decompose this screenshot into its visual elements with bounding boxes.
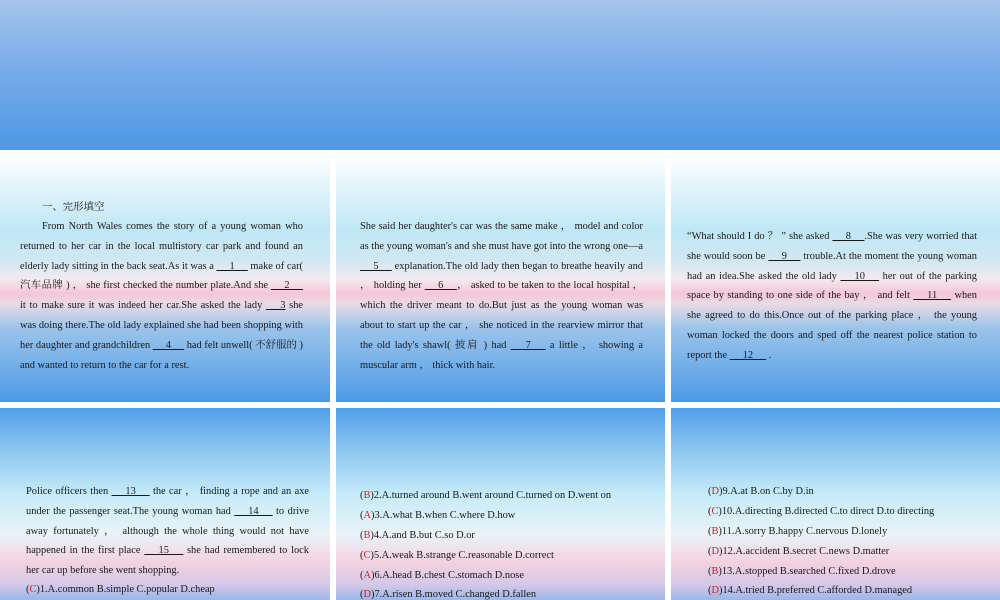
answer-mark: C xyxy=(29,584,37,595)
question-12: (D)12.A.accident B.secret C.news D.matter xyxy=(708,546,890,557)
passage-text: She said her daughter's car was the same make ， model and color as the young woman's and she must have got into the wrong one—a xyxy=(360,221,643,252)
blank-3: __ 3 xyxy=(266,300,286,312)
blank-9: __ 9 __ xyxy=(768,250,801,262)
answer-mark: B xyxy=(711,566,719,577)
blank-7: __ 7 __ xyxy=(510,339,546,351)
answer-mark: D xyxy=(711,546,719,557)
blank-8: __ 8 __ xyxy=(832,231,865,242)
question-10: (C)10.A.directing B.directed C.to direct D.to directing xyxy=(708,506,935,517)
passage-text: a little ， showing a muscular arm ， thick with hair. xyxy=(360,339,644,371)
answer-mark: B xyxy=(363,490,371,501)
slide-panel-4 xyxy=(0,408,330,600)
answer-mark: D xyxy=(711,486,719,497)
passage-text: From North Wales comes the story of a young woman who returned to her car in the local multistory car park and found an elderly lady sitting in the back seat.As it was a xyxy=(20,221,303,272)
passage-text: had felt unwell( 不舒服的 ) and wanted to return to the car for a rest. xyxy=(20,339,304,371)
question-14: (D)14.A.tried B.preferred C.afforded D.managed xyxy=(708,585,913,596)
question-3: (A)3.A.what B.when C.where D.how xyxy=(360,510,516,521)
passage-text: Police officers then xyxy=(26,486,112,497)
blank-12: __ 12 __ xyxy=(729,349,767,361)
answer-mark: C xyxy=(363,550,371,561)
passage-text: “What should I do ？ ” she asked xyxy=(687,231,833,242)
answer-mark: D xyxy=(711,585,719,596)
passage-text: when she agreed to do this.Once out of the parking place ， the young woman locked the doors and sped off the nearest police station to report the xyxy=(687,290,977,361)
question-2: (B)2.A.turned around B.went around C.turned on D.went on xyxy=(360,490,612,501)
passage-text: ， asked to be taken to the local hospital ， which the driver meant to do.But just as the young woman was about to start up the car ， she noticed in the rearview mirror that the old lady's shawl( 披肩 ) had xyxy=(360,280,644,351)
blank-1: __ 1 __ xyxy=(216,260,248,272)
slide-panel-5 xyxy=(336,408,665,600)
answer-mark: B xyxy=(363,530,371,541)
answer-mark: B xyxy=(711,526,719,537)
section-heading: 一、完形填空 xyxy=(42,202,105,213)
passage-text: explanation.The old lady then began to breathe heavily and ， holding her xyxy=(360,260,644,292)
blank-6: __ 6 __ xyxy=(424,280,457,292)
passage-paragraph-2 xyxy=(360,217,643,375)
blank-4: __ 4 __ xyxy=(152,339,185,351)
passage-text: . xyxy=(766,349,772,361)
passage-text: she was doing there.The old lady explained she had been shopping with her daughter and grandchildren xyxy=(20,300,304,351)
slide-panel-2 xyxy=(336,156,665,402)
blank-10: __ 10 __ xyxy=(840,270,880,282)
passage-text: her out of the parking space by standing to one side of the bay ， and felt xyxy=(687,270,977,302)
passage-text: .She was very worried that she would soon be xyxy=(687,231,978,262)
passage-text: the car ， finding a rope and an axe under the passenger seat.The young woman had xyxy=(26,486,309,517)
answer-mark: A xyxy=(363,510,371,521)
blank-14: __ 14 __ xyxy=(234,505,273,517)
slide-panel-6 xyxy=(671,408,1000,600)
passage-text: it to make sure it was indeed her car.She asked the lady xyxy=(20,300,267,312)
question-4: (B)4.A.and B.but C.so D.or xyxy=(360,530,475,541)
question-1: (C)1.A.common B.simple C.popular D.cheap xyxy=(26,584,215,595)
passage-text: trouble.At the moment the young woman had an idea.She asked the old lady xyxy=(687,250,977,282)
question-13: (B)13.A.stopped B.searched C.fixed D.drove xyxy=(708,566,896,577)
blank-15: __ 15 __ xyxy=(144,545,184,557)
slide-panel-1 xyxy=(0,156,330,402)
question-7: (D)7.A.risen B.moved C.changed D.fallen xyxy=(360,589,537,600)
header-banner xyxy=(0,0,1000,150)
question-6: (A)6.A.head B.chest C.stomach D.nose xyxy=(360,570,524,581)
passage-paragraph-1 xyxy=(20,217,303,375)
passage-text: to drive away fortunately ， although the whole thing would not have happened in the first place xyxy=(26,505,309,557)
question-5: (C)5.A.weak B.strange C.reasonable D.correct xyxy=(360,550,554,561)
passage-paragraph-4 xyxy=(26,482,309,581)
passage-text: make of car( 汽车品牌 ) ， she first checked the number plate.And she xyxy=(20,260,304,292)
passage-text: she had remembered to lock her car up before she went shopping. xyxy=(26,545,309,577)
blank-5: __ 5 __ xyxy=(360,260,392,272)
blank-2: __ 2 __ xyxy=(271,280,304,292)
answer-mark: A xyxy=(363,570,371,581)
blank-11: __ 11 __ xyxy=(913,290,952,302)
question-11: (B)11.A.sorry B.happy C.nervous D.lonely xyxy=(708,526,888,537)
answer-mark: C xyxy=(711,506,719,517)
answer-mark: D xyxy=(363,589,371,600)
slide-panel-3 xyxy=(671,156,1000,402)
passage-paragraph-3 xyxy=(687,227,977,366)
blank-13: __ 13 __ xyxy=(111,486,150,497)
question-9: (D)9.A.at B.on C.by D.in xyxy=(708,486,814,497)
